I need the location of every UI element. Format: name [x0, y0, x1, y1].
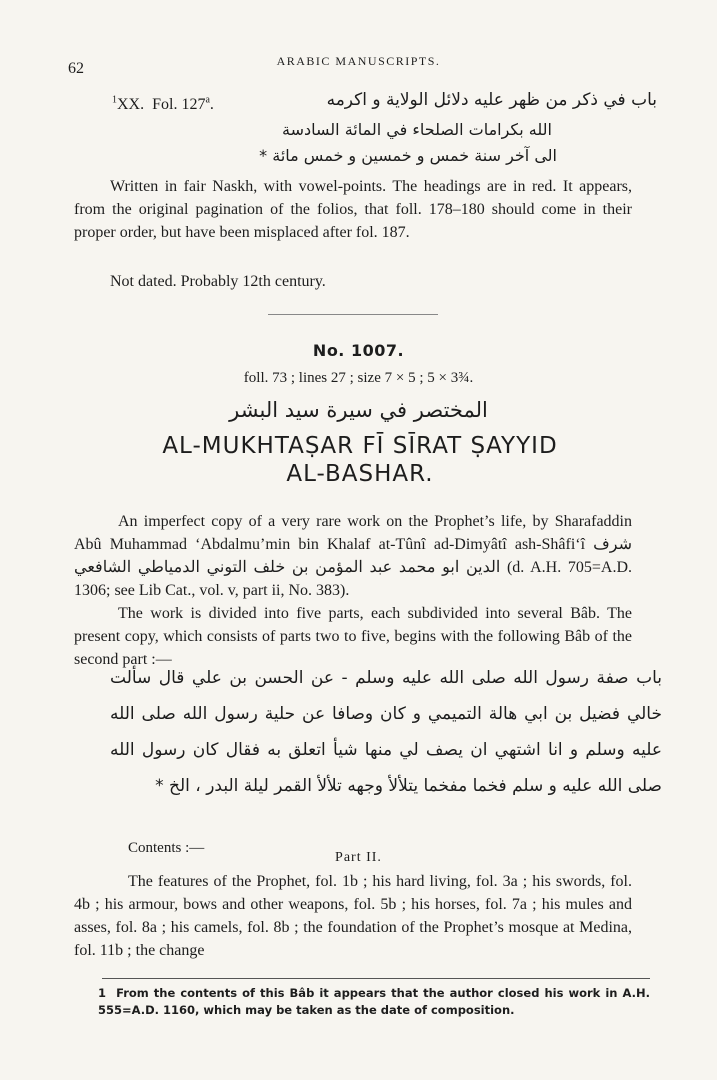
contents-text	[74, 870, 632, 962]
entry-xx-arabic-line-3: الى آخر سنة خمس و خمسين و خمس مائة *	[259, 146, 557, 165]
section-divider	[268, 314, 438, 315]
footnote-marker: 1	[98, 986, 107, 1000]
entry-number: No. 1007.	[312, 341, 405, 360]
entry-xx-folio-sup: a	[205, 94, 210, 106]
footnote	[98, 985, 650, 1019]
contents-text-body: The features of the Prophet, fol. 1b ; his hard living, fol. 3a ; his swords, fol. 4b ; his armour, bows and other weapons, fol. 5b ; his horses, fol. 7a ; his mules and asses, fol. 8a ; his camels, fol. 8b ; the foundation of the Prophet’s mosque at Medina, fol. 11b ; the change	[74, 873, 632, 959]
entry-xx-arabic-line-1: باب في ذكر من ظهر عليه دلائل الولاية و اكرمه	[326, 90, 657, 110]
entry-xx-description	[74, 175, 632, 244]
entry-title-line-1: AL-MUKHTAṢAR FĪ SĪRAT ṢAYYID	[162, 433, 558, 459]
entry-title-line-2: AL-BASHAR.	[286, 461, 434, 487]
entry-xx-folio: Fol. 127	[152, 96, 206, 113]
entry-arabic-incipit: باب صفة رسول الله صلى الله عليه وسلم - عن الحسن بن علي قال سألت خالي فضيل بن ابي هالة التميمي و كان وصافا عن حلية رسول الله صلى الله عليه وسلم و انا اشتهي ان يصف لي منها شيأ اتعلق به فقال كان رسول الله صلى الله عليه و سلم فخما مفخما يتلألأ وجهه تلألأ القمر ليلة البدر ، الخ *	[110, 668, 662, 796]
entry-xx-date: Not dated. Probably 12th century.	[110, 273, 326, 290]
entry-physical-description: foll. 73 ; lines 27 ; size 7 × 5 ; 5 × 3¾.	[243, 370, 474, 386]
entry-xx-number: XX.	[117, 96, 145, 113]
entry-xx-arabic-line-2: الله بكرامات الصلحاء في المائة السادسة	[282, 120, 552, 139]
footnote-ref: 1	[112, 94, 117, 106]
page-number: 62	[68, 60, 84, 77]
footnote-text: From the contents of this Bâb it appears that the author closed his work in A.H. 555=A.D. 1160, which may be taken as the date of composition.	[98, 986, 650, 1017]
entry-description-2: The work is divided into five parts, each subdivided into several Bâb. The present copy, which consists of parts two to five, begins with the following Bâb of the second part :—	[74, 605, 632, 668]
entry-title-arabic: المختصر في سيرة سيد البشر	[229, 398, 488, 422]
entry-xx-label: $^1$XX. Fol. 127$^a$.	[112, 94, 214, 113]
entry-xx-header	[112, 90, 657, 120]
entry-description-1: An imperfect copy of a very rare work on the Prophet’s life, by Sharafaddin Abû Muhammad ‘Abdalmu’min bin Khalaf at-Tûnî ad-Dimyâtî ash-Shâfi‘î شرف الدين ابو محمد عبد المؤمن بن خلف التوني الدمياطي الشافعي (d. A.H. 705=A.D. 1306; see Lib Cat., vol. v, part ii, No. 383).	[74, 513, 632, 599]
running-head: ARABIC MANUSCRIPTS.	[276, 54, 441, 68]
entry-xx-description-text: Written in fair Naskh, with vowel-points. The headings are in red. It appears, from the original pagination of the folios, that foll. 178–180 should come in their proper order, but have been misplaced after fol. 187.	[74, 178, 632, 241]
entry-title-english	[60, 432, 660, 488]
footnote-rule	[102, 978, 650, 979]
entry-description	[74, 510, 632, 671]
part-heading: Part II.	[335, 850, 382, 865]
contents-label: Contents :—	[128, 840, 205, 856]
